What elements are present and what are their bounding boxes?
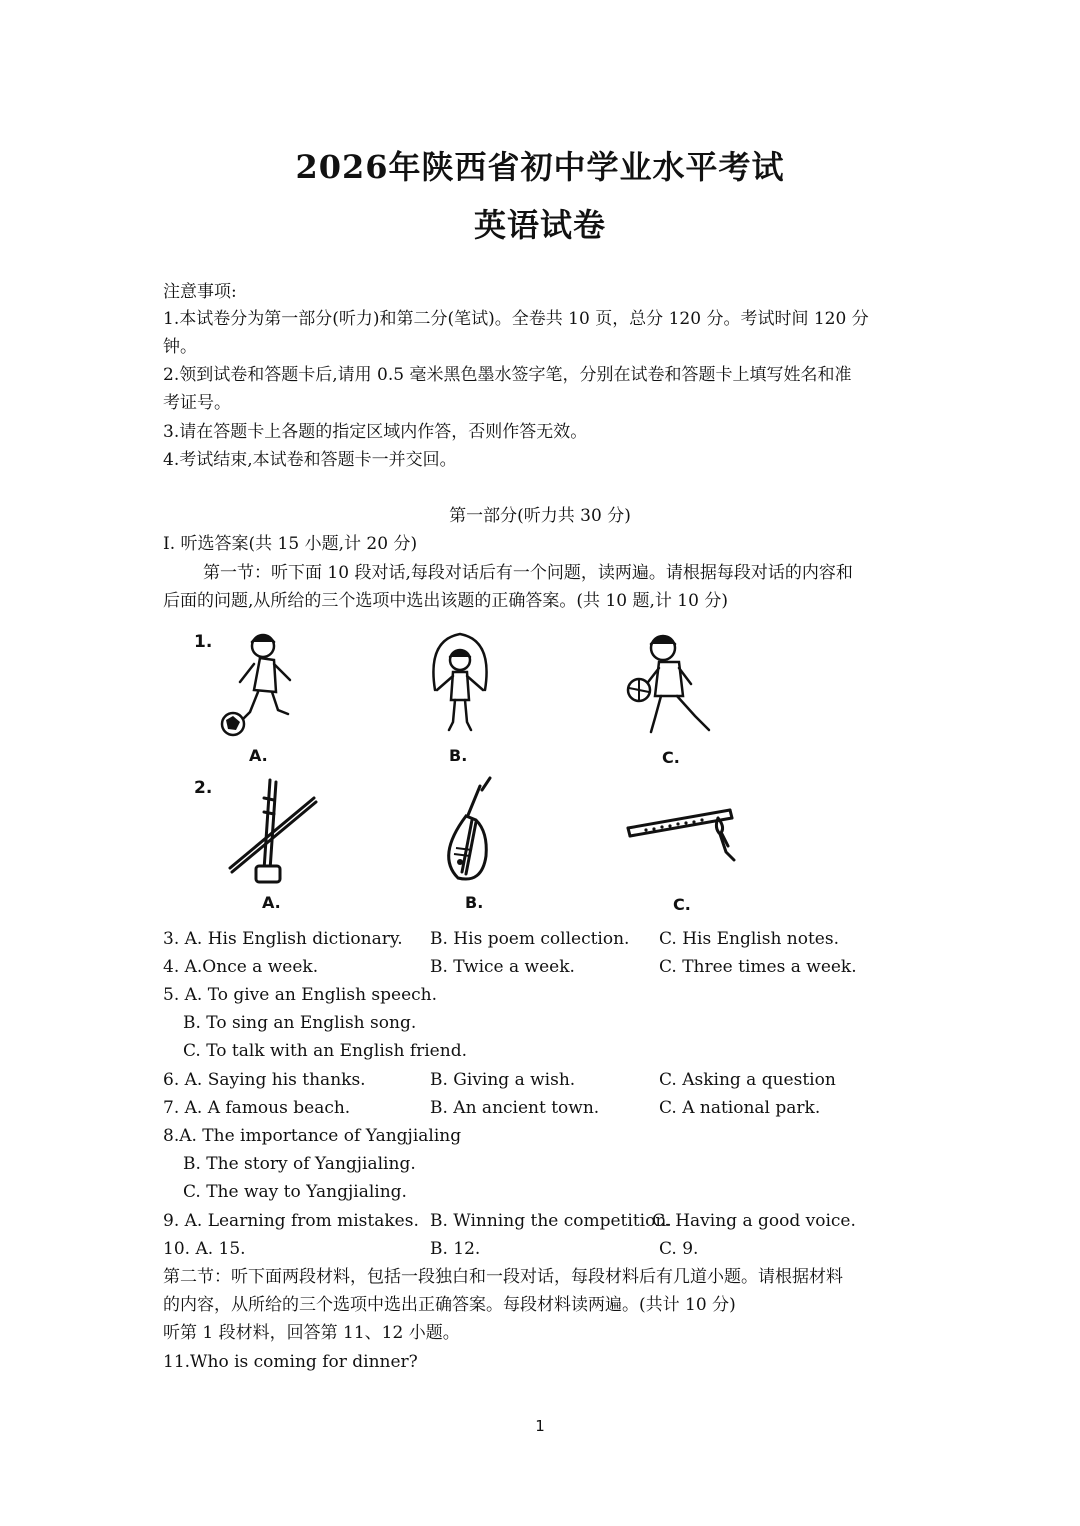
q6-option-a: 6. A. Saying his thanks. bbox=[163, 1070, 366, 1090]
question-2-number: 2. bbox=[194, 778, 213, 798]
boy-jumping-rope-icon bbox=[425, 630, 495, 740]
section2-instruction-cont: 的内容，从所给的三个选项中选出正确答案。每段材料读两遍。(共计 10 分) bbox=[163, 1295, 736, 1315]
q10-option-b: B. 12. bbox=[430, 1239, 481, 1259]
notice-item-1: 1.本试卷分为第一部分(听力)和第二分(笔试)。全卷共 10 页，总分 120 分。考试时间 120 分 bbox=[163, 309, 869, 329]
q1-option-a-label: A. bbox=[249, 746, 268, 765]
q8-option-a: 8.A. The importance of Yangjialing bbox=[163, 1126, 462, 1146]
pipa-icon bbox=[442, 776, 502, 886]
q5-option-a: 5. A. To give an English speech. bbox=[163, 985, 438, 1005]
boy-playing-soccer-icon bbox=[218, 630, 298, 740]
q3-option-c: C. His English notes. bbox=[659, 929, 839, 949]
q9-option-b: B. Winning the competition. bbox=[430, 1211, 672, 1231]
notice-heading: 注意事项: bbox=[163, 282, 237, 302]
q4-option-b: B. Twice a week. bbox=[430, 957, 575, 977]
erhu-icon bbox=[226, 778, 326, 888]
section1-instruction-cont: 后面的问题,从所给的三个选项中选出该题的正确答案。(共 10 题,计 10 分) bbox=[163, 591, 728, 611]
q9-option-a: 9. A. Learning from mistakes. bbox=[163, 1211, 419, 1231]
q11-question: 11.Who is coming for dinner? bbox=[163, 1352, 418, 1372]
q4-option-a: 4. A.Once a week. bbox=[163, 957, 319, 977]
q2-option-b-label: B. bbox=[465, 893, 484, 912]
q4-option-c: C. Three times a week. bbox=[659, 957, 857, 977]
q2-option-a-label: A. bbox=[262, 893, 281, 912]
q7-option-a: 7. A. A famous beach. bbox=[163, 1098, 351, 1118]
q1-option-b-label: B. bbox=[449, 746, 468, 765]
q5-option-b: B. To sing an English song. bbox=[183, 1013, 417, 1033]
exam-subtitle: 英语试卷 bbox=[473, 206, 606, 244]
section-i-heading: I. 听选答案(共 15 小题,计 20 分) bbox=[163, 534, 418, 554]
section2-instruction: 第二节：听下面两段材料，包括一段独白和一段对话，每段材料后有几道小题。请根据材料 bbox=[163, 1267, 843, 1287]
question-1-number: 1. bbox=[194, 632, 213, 652]
q8-option-b: B. The story of Yangjialing. bbox=[183, 1154, 416, 1174]
exam-title: 2026年陕西省初中学业水平考试 bbox=[295, 148, 785, 186]
page-number: 1 bbox=[535, 1417, 545, 1435]
section1-instruction: 第一节：听下面 10 段对话,每段对话后有一个问题，读两遍。请根据每段对话的内容和 bbox=[203, 563, 853, 583]
q5-option-c: C. To talk with an English friend. bbox=[183, 1041, 467, 1061]
q8-option-c: C. The way to Yangjialing. bbox=[183, 1182, 407, 1202]
q2-option-c-label: C. bbox=[673, 895, 691, 914]
section2-material-1-note: 听第 1 段材料，回答第 11、12 小题。 bbox=[163, 1323, 460, 1343]
q6-option-b: B. Giving a wish. bbox=[430, 1070, 576, 1090]
notice-item-1-cont: 钟。 bbox=[163, 337, 197, 357]
notice-item-2-cont: 考证号。 bbox=[163, 393, 231, 413]
q1-option-c-label: C. bbox=[662, 748, 680, 767]
notice-item-2: 2.领到试卷和答题卡后,请用 0.5 毫米黑色墨水签字笔，分别在试卷和答题卡上填写姓名和准 bbox=[163, 365, 852, 385]
part1-heading: 第一部分(听力共 30 分) bbox=[449, 506, 631, 526]
q6-option-c: C. Asking a question bbox=[659, 1070, 836, 1090]
flute-icon bbox=[626, 800, 746, 870]
q7-option-c: C. A national park. bbox=[659, 1098, 821, 1118]
boy-playing-basketball-icon bbox=[625, 630, 715, 740]
q7-option-b: B. An ancient town. bbox=[430, 1098, 600, 1118]
notice-item-3: 3.请在答题卡上各题的指定区域内作答，否则作答无效。 bbox=[163, 422, 588, 442]
q10-option-c: C. 9. bbox=[659, 1239, 699, 1259]
q10-option-a: 10. A. 15. bbox=[163, 1239, 246, 1259]
q3-option-b: B. His poem collection. bbox=[430, 929, 630, 949]
notice-item-4: 4.考试结束,本试卷和答题卡一并交回。 bbox=[163, 450, 457, 470]
q9-option-c: C. Having a good voice. bbox=[652, 1211, 856, 1231]
q3-option-a: 3. A. His English dictionary. bbox=[163, 929, 403, 949]
